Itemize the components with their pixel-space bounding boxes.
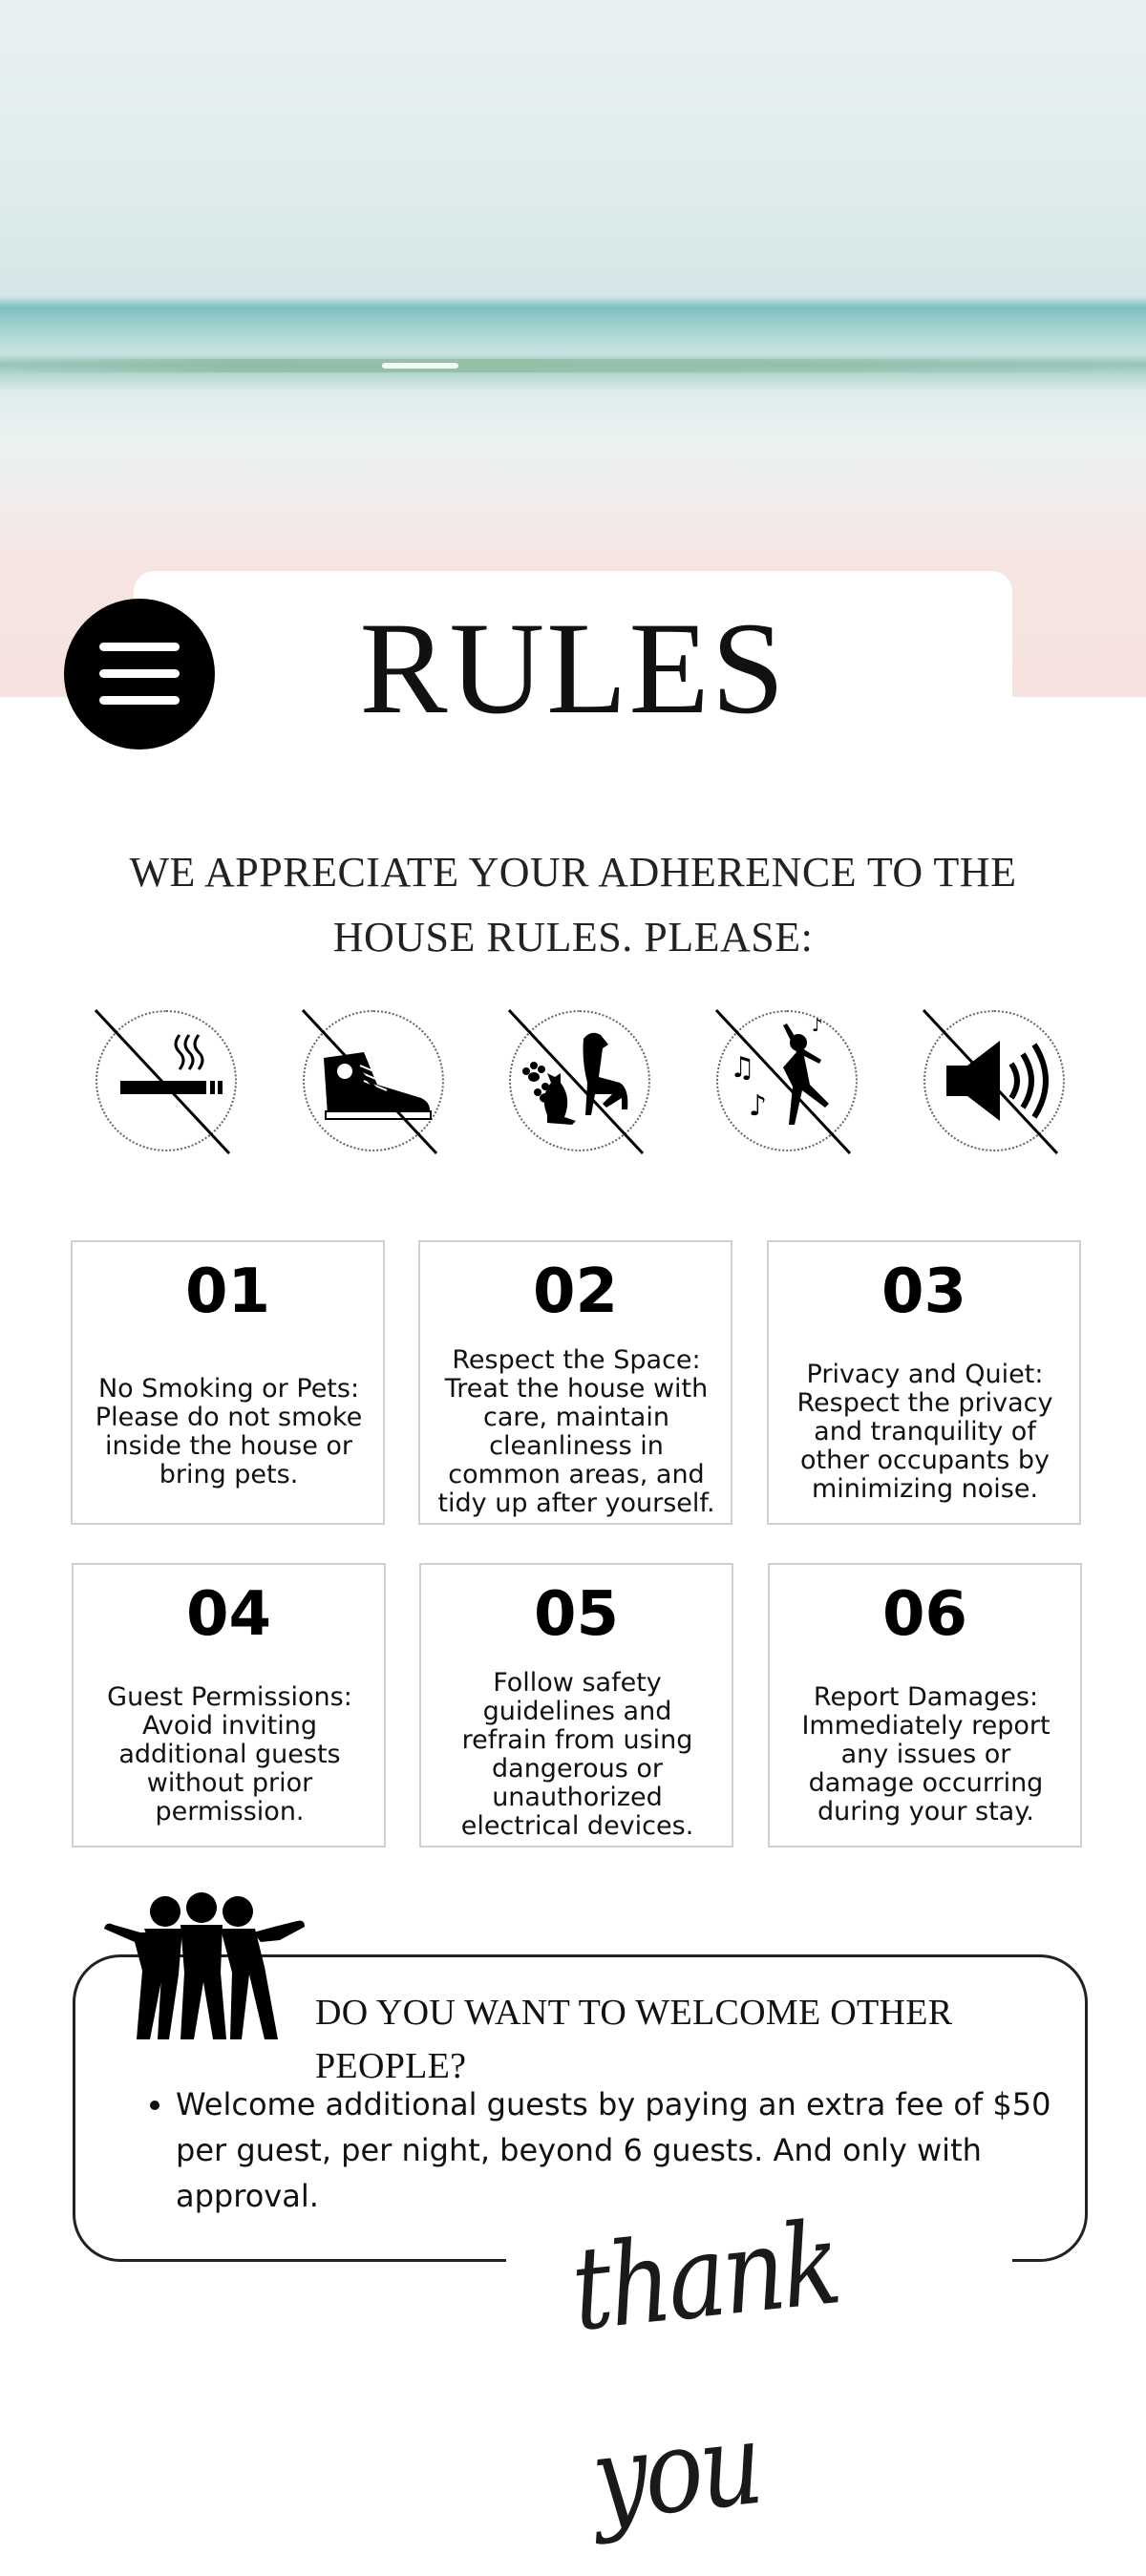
svg-text:♪: ♪: [812, 1016, 823, 1036]
rule-number: 02: [532, 1256, 619, 1327]
rule-card-06: [768, 1563, 1082, 1848]
no-pets-icon: [509, 1010, 650, 1151]
rule-card-01: [71, 1240, 385, 1525]
welcome-bullet-item: • Welcome additional guests by paying an extra fee of $50 per guest, per night, beyond 6 guests. And only with approval.: [176, 2081, 1064, 2219]
thank-you-signature: thank you: [565, 2197, 844, 2547]
group-of-people-icon: [100, 1890, 310, 2048]
no-loud-noise-icon: [923, 1010, 1065, 1151]
rule-card-02: [418, 1240, 732, 1525]
rule-card-03: [767, 1240, 1081, 1525]
rule-text: Respect the Space: Treat the house with care, maintain cleanliness in common areas, and tidy up after yourself.: [437, 1345, 715, 1518]
rule-number: 06: [881, 1579, 968, 1650]
hamburger-menu-icon[interactable]: [64, 599, 215, 750]
rule-number: 04: [185, 1579, 272, 1650]
rule-text: No Smoking or Pets: Please do not smoke inside the house or bring pets.: [95, 1374, 363, 1489]
rule-number: 05: [533, 1579, 620, 1650]
rule-card-05: [419, 1563, 733, 1848]
svg-text:♪: ♪: [749, 1089, 768, 1123]
hero-wave: [0, 359, 1146, 372]
rule-text: Report Damages: Immediately report any issues or damage occurring during your stay.: [801, 1682, 1050, 1826]
no-party-dancing-icon: [716, 1010, 858, 1151]
rule-card-04: [72, 1563, 386, 1848]
rule-text: Guest Permissions: Avoid inviting additional guests without prior permission.: [107, 1682, 352, 1826]
rule-number: 01: [184, 1256, 271, 1327]
no-smoking-icon: [96, 1010, 237, 1151]
no-shoes-icon: [303, 1010, 444, 1151]
welcome-heading: DO YOU WANT TO WELCOME OTHER PEOPLE?: [315, 1993, 953, 2086]
page-title: RULES: [359, 595, 787, 741]
rule-number: 03: [881, 1256, 967, 1327]
rule-text: Privacy and Quiet: Respect the privacy and tranquility of other occupants by minimizing noise.: [796, 1360, 1053, 1504]
rule-text: Follow safety guidelines and refrain from using dangerous or unauthorized electrical devices.: [460, 1668, 694, 1841]
svg-text:♫: ♫: [730, 1051, 755, 1085]
intro-text: WE APPRECIATE YOUR ADHERENCE TO THE HOUSE RULES. PLEASE:: [129, 849, 1017, 961]
hero-foam: [382, 363, 458, 369]
